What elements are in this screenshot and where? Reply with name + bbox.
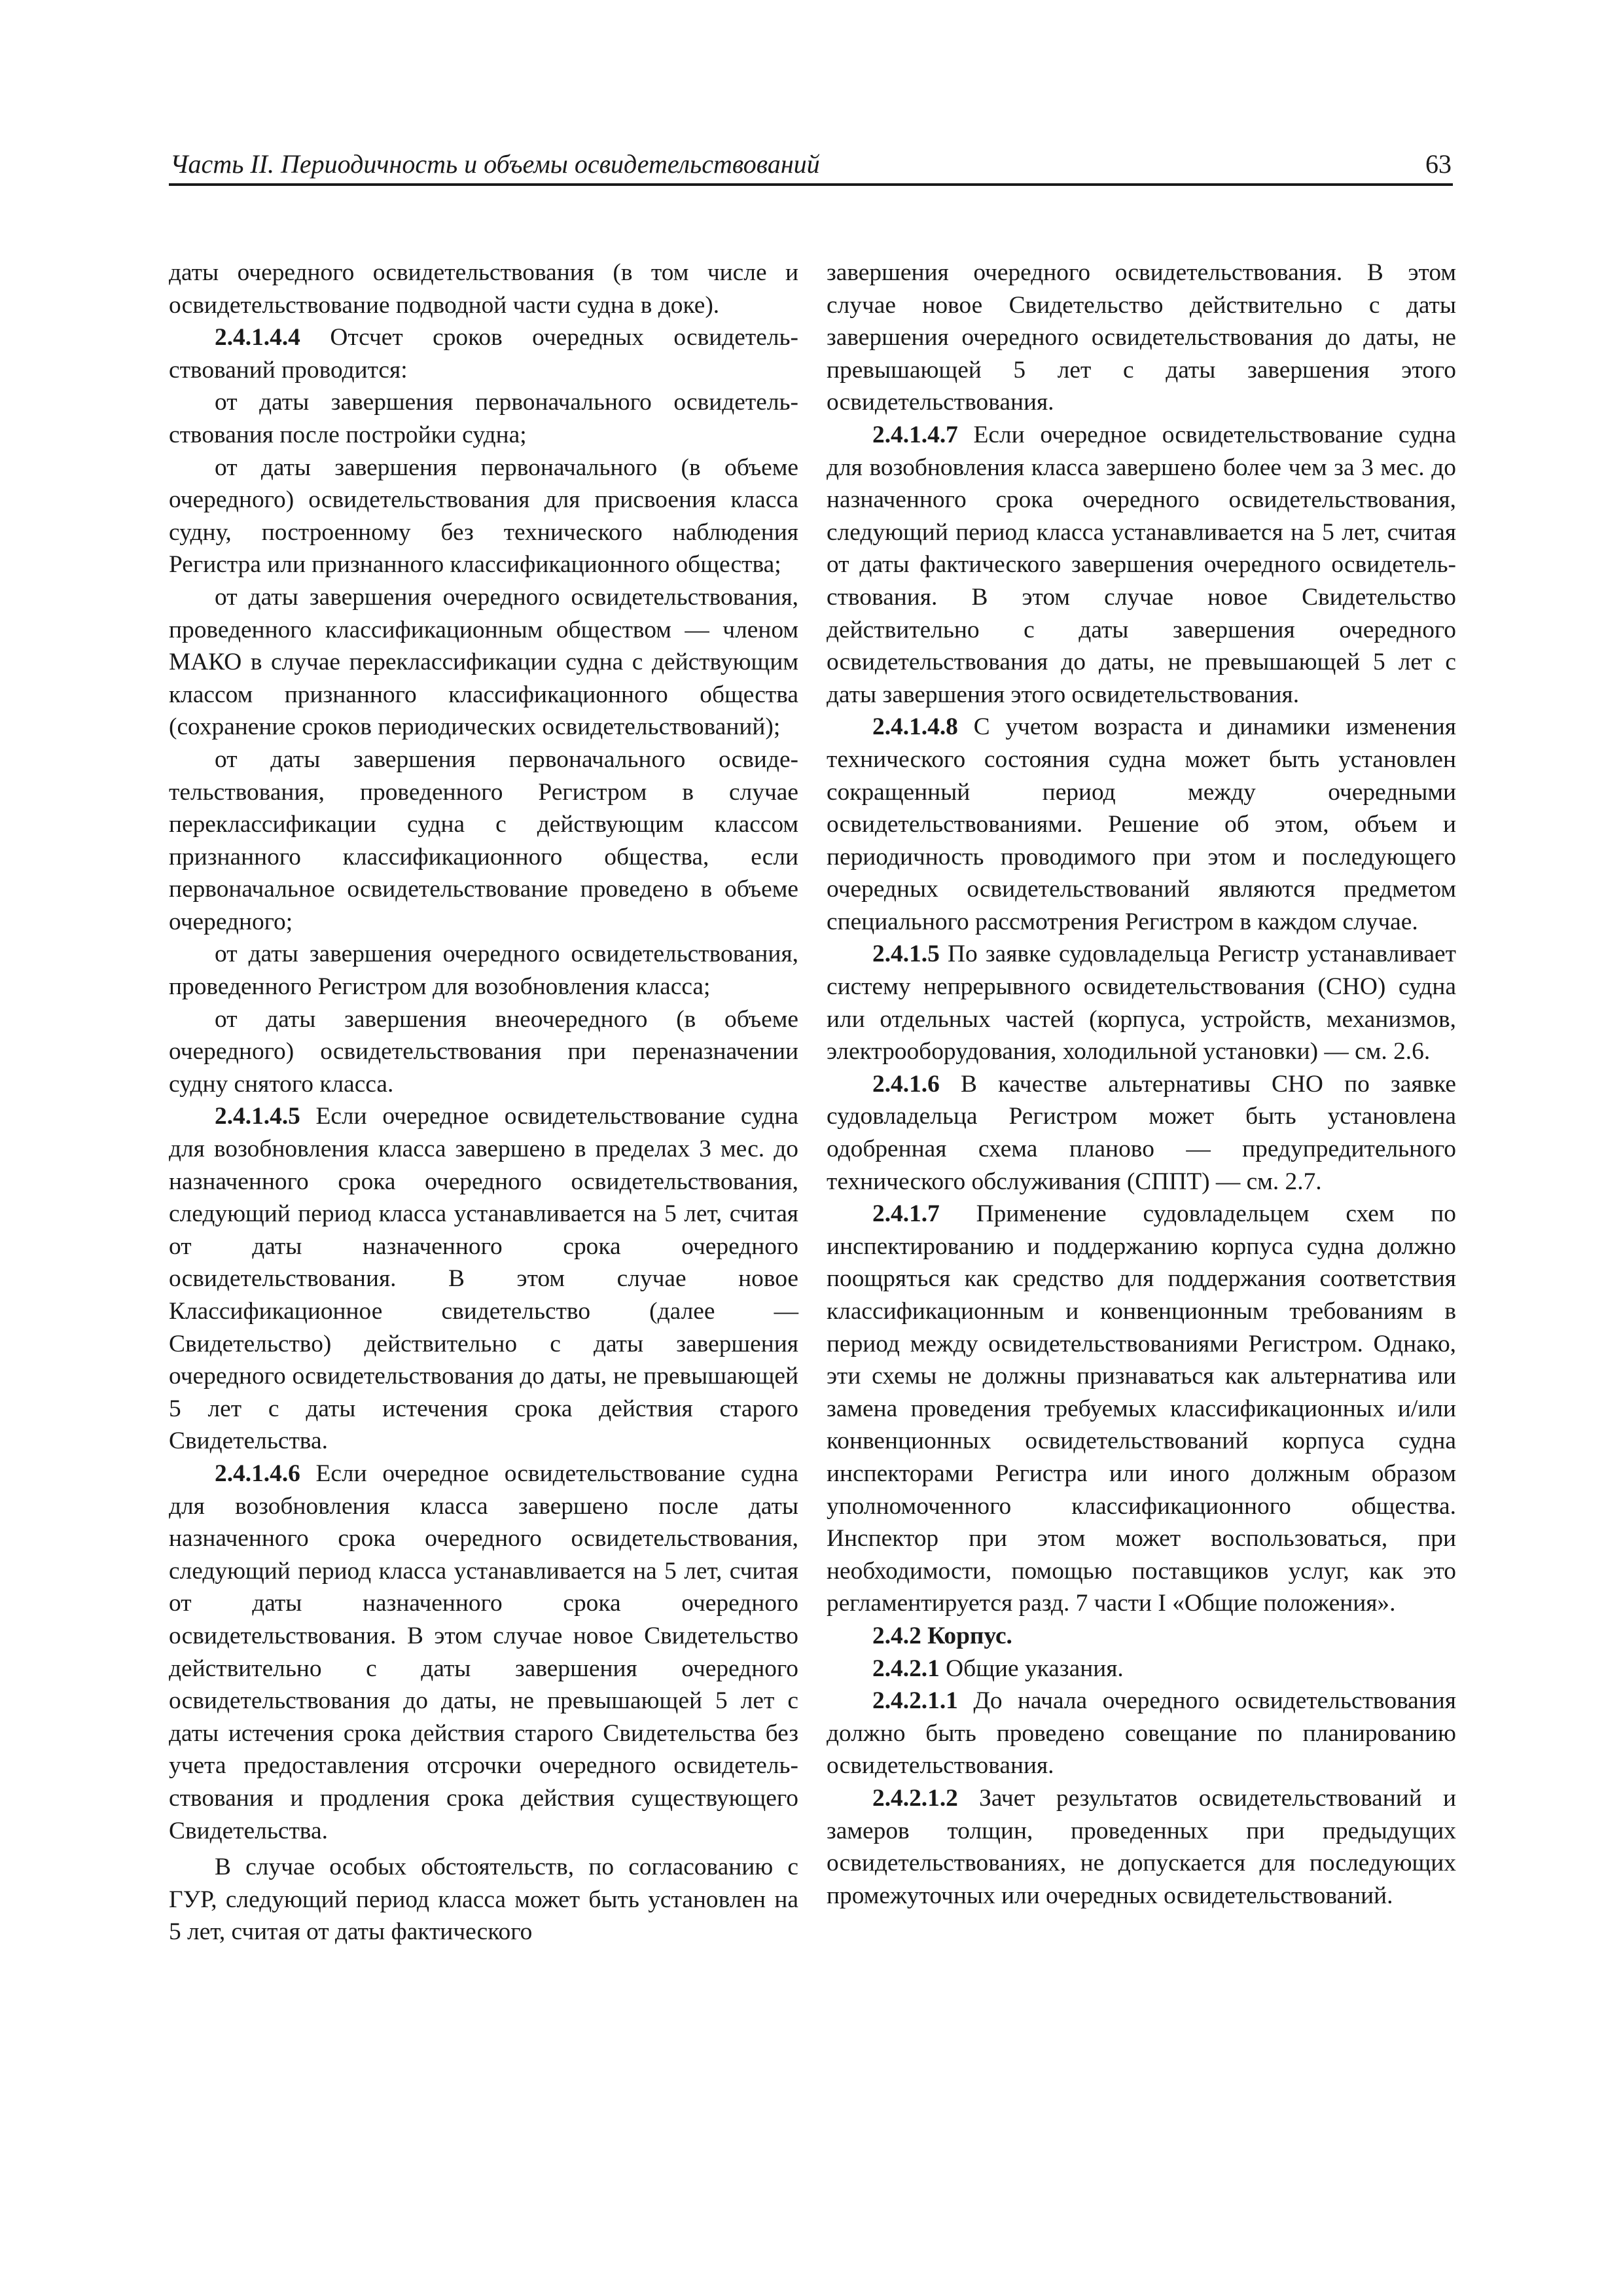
- paragraph: [827, 1068, 1456, 1198]
- clause-number: 2.4.1.5: [872, 941, 940, 968]
- list-item: от даты завершения первоначального освидетельствования после постройки судна;: [169, 389, 798, 448]
- paragraph: [827, 1198, 1456, 1620]
- running-header-title: Часть II. Периодичность и объемы освидетельствований: [170, 149, 820, 179]
- paragraph: [827, 1653, 1456, 1685]
- list-item: от даты завершения внеочередного (в объеме очередного) освидетельствования при переназначении судну снятого класса.: [169, 1005, 798, 1098]
- list-item: от даты завершения первоначального (в объеме очередного) освидетельствования для присвоения класса судну, построенному без технического наблюдения Регистра или признанного классификационного общества;: [169, 454, 798, 579]
- paragraph: [827, 938, 1456, 1067]
- paragraph-text: В качестве альтернативы СНО по заявке судовладельца Регистром может быть установлена одобренная схема планово — предупредительного технического обслуживания (СППТ) — см. 2.7.: [827, 1070, 1456, 1195]
- paragraph: В случае особых обстоятельств, по согласованию с ГУР, следующий период класса может быть установлен на 5 лет, считая от даты фактического: [169, 1854, 798, 1946]
- right-column: [827, 257, 1456, 1912]
- paragraph-text: Зачет результатов освидетельствований и замеров толщин, проведенных при предыдущих освидетельствованиях, не допускается для последующих промежуточных или очередных освидетельствований.: [827, 1784, 1456, 1909]
- list-item: от даты завершения очередного освидетельствования, проведенного Регистром для возобновления класса;: [169, 941, 798, 1001]
- clause-number: 2.4.2.1.1: [872, 1687, 958, 1715]
- section-heading: 2.4.2 Корпус.: [872, 1622, 1012, 1649]
- clause-number: 2.4.1.4.7: [872, 421, 958, 448]
- clause-number: 2.4.1.6: [872, 1070, 940, 1098]
- clause-number: 2.4.1.4.4: [215, 324, 300, 351]
- clause-number: 2.4.1.4.6: [215, 1460, 300, 1487]
- paragraph: даты очередного освидетельствования (в том числе и освидетельствование подводной части судна в доке).: [169, 259, 798, 319]
- clause-number: 2.4.1.7: [872, 1200, 940, 1228]
- clause-number: 2.4.2.1.2: [872, 1784, 958, 1812]
- paragraph-text: Если очередное освидетельствование судна для возобновления класса завершено в пределах 3 мес. до назначенного срока очередного освидетельствования, следующий период класса устанавливается на 5 лет, считая от даты назначенного срока очередного освидетельствования. В этом случае новое Классификационное свидетельство (далее — Свидетельство) действительно с даты завершения очередного освидетельствования до даты, не превышающей 5 лет с даты истечения срока действия старого Свидетельства.: [169, 1103, 798, 1455]
- clause-number: 2.4.2.1: [872, 1655, 940, 1682]
- paragraph: завершения очередного освидетельствования. В этом случае новое Свидетельство действительно с даты завершения очередного освидетельствования до даты, не превышающей 5 лет с даты завершения этого освидетельствования.: [827, 259, 1456, 416]
- clause-number: 2.4.1.4.8: [872, 713, 958, 741]
- list-item: от даты завершения первоначального освидетельствования, проведенного Регистром в случае переклассификации судна с действующим классом признанного классификационного общества, если первоначальное освидетельствование проведено в объеме очередного;: [169, 745, 798, 935]
- paragraph: [169, 1458, 798, 1847]
- paragraph: [169, 1100, 798, 1458]
- paragraph-text: Применение судовладельцем схем по инспектированию и поддержанию корпуса судна должно поощряться как средство для поддержания соответствия классификационным и конвенционным требованиям в период между освидетельствованиями Регистром. Однако, эти схемы не должны признаваться как альтернатива или замена проведения требуемых классификационных и/или конвенционных освидетельствований корпуса судна инспекторами Регистра или иного должным образом уполномоченного классификационного общества. Инспектор при этом может воспользоваться, при необходимости, помощью поставщиков услуг, как это регламентируется разд. 7 части I «Общие положения».: [827, 1200, 1456, 1617]
- running-header: [169, 145, 1453, 186]
- paragraph: [827, 1782, 1456, 1912]
- paragraph-text: По заявке судовладельца Регистр устанавливает систему непрерывного освидетельствования (СНО) судна или отдельных частей (корпуса, устройств, механизмов, электрооборудования, холодильной установки) — см. 2.6.: [827, 941, 1456, 1066]
- left-column: [169, 257, 798, 1948]
- clause-number: 2.4.1.4.5: [215, 1103, 300, 1130]
- paragraph: [169, 321, 798, 386]
- paragraph-text: Если очередное освидетельствование судна для возобновления класса завершено после даты назначенного срока очередного освидетельствования, следующий период класса устанавливается на 5 лет, считая от даты назначенного срока очередного освидетельствования. В этом случае новое Свидетельство действительно с даты завершения очередного освидетельствования до даты, не превышающей 5 лет с даты истечения срока действия старого Свидетельства без учета предоставления отсрочки очередного освидетельствования и продления срока действия существующего Свидетельства.: [169, 1460, 798, 1844]
- paragraph: [827, 419, 1456, 711]
- list-item: от даты завершения очередного освидетельствования, проведенного классификационным обществом — членом МАКО в случае переклассификации судна с действующим классом признанного классификационного общества (сохранение сроков периодических освидетельствований);: [169, 583, 798, 741]
- paragraph-text: До начала очередного освидетельствования должно быть проведено совещание по планированию освидетельствования.: [827, 1687, 1456, 1780]
- paragraph-text: С учетом возраста и динамики изменения технического состояния судна может быть установлен сокращенный период между очередными освидетельствованиями. Решение об этом, объем и периодичность проводимого при этом и последующего очередных освидетельствований являются предметом специального рассмотрения Регистром в каждом случае.: [827, 713, 1456, 935]
- paragraph: [827, 1685, 1456, 1782]
- paragraph-text: Если очередное освидетельствование судна для возобновления класса завершено более чем за 3 мес. до назначенного срока очередного освидетельствования, следующий период класса устанавливается на 5 лет, считая от даты фактического завершения очередного освидетельствования. В этом случае новое Свидетельство действительно с даты завершения очередного освидетельствования до даты, не превышающей 5 лет с даты завершения этого освидетельствования.: [827, 421, 1456, 708]
- paragraph-text: Отсчет сроков очередных освидетельствований проводится:: [169, 324, 798, 384]
- page-number: 63: [1425, 149, 1452, 179]
- paragraph: [827, 711, 1456, 938]
- paragraph-text: Общие указания.: [939, 1655, 1124, 1682]
